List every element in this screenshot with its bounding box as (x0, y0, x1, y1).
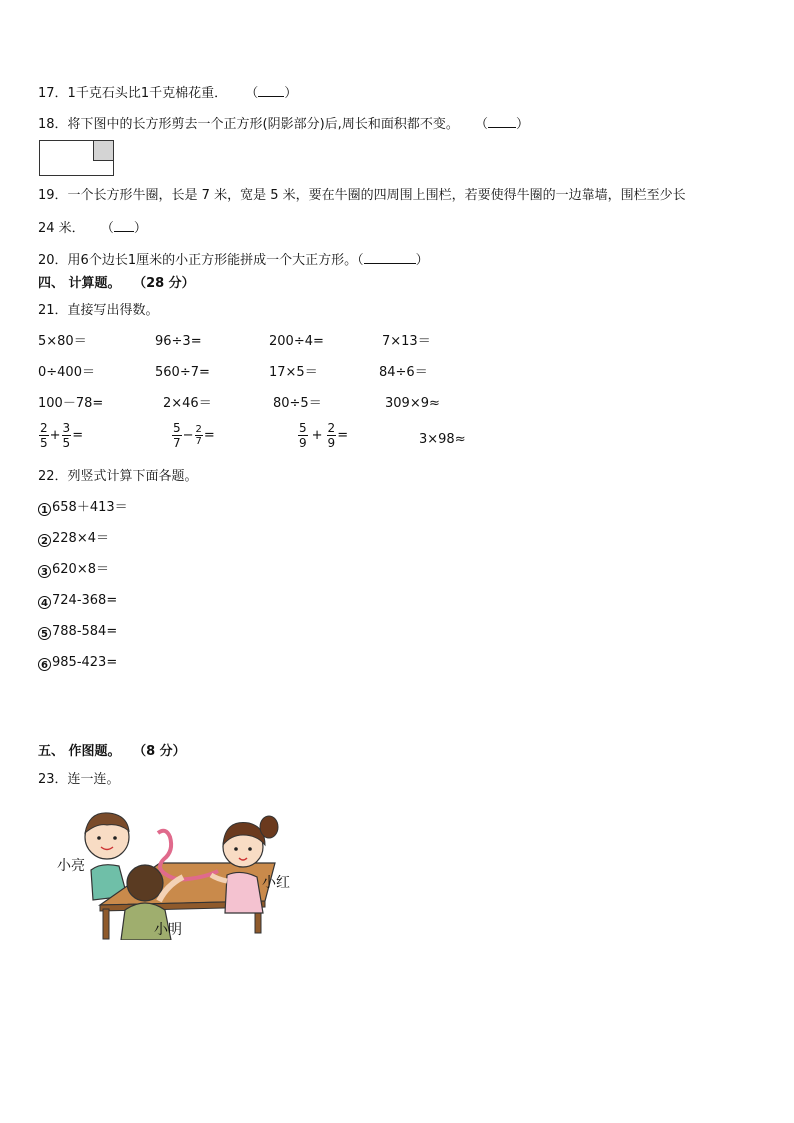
calc-item: 7×13＝ (382, 334, 431, 349)
question-22-title: 22．列竖式计算下面各题。 (38, 469, 198, 484)
fraction: $\frac{2}{5}$ (40, 421, 48, 450)
question-21-title: 21．直接写出得数。 (38, 303, 159, 318)
calc-item: 200÷4= (269, 334, 324, 349)
question-23-title: 23．连一连。 (38, 772, 120, 787)
circled-number: 5 (38, 627, 51, 640)
vertical-calc-item: 4 724-368= (38, 593, 117, 609)
calc-item: 80÷5＝ (273, 396, 322, 411)
children-table-illustration (55, 805, 295, 940)
calc-item: 5×80＝ (38, 334, 87, 349)
calc-item: 2×46＝ (163, 396, 212, 411)
vertical-calc-item: 1 658＋413＝ (38, 500, 128, 516)
calc-item: 309×9≈ (385, 396, 440, 411)
fraction: $\frac{2}{7}$ (195, 424, 202, 447)
calc-item: 17×5＝ (269, 365, 318, 380)
vertical-calc-item: 2 228×4＝ (38, 531, 109, 547)
vertical-calc-item: 5 788-584= (38, 624, 117, 640)
answer-blank-20[interactable] (364, 251, 416, 264)
section-5-heading: 五、 作图题。 （8 分） (38, 744, 186, 759)
name-label-xiaohong: 小红 (262, 875, 290, 891)
question-17: 17．1千克石头比1千克棉花重． （ ） (38, 86, 298, 101)
name-label-xiaoming: 小明 (154, 922, 182, 938)
circled-number: 2 (38, 534, 51, 547)
vertical-calc-item: 3 620×8＝ (38, 562, 109, 578)
question-18-text: 18．将下图中的长方形剪去一个正方形(阴影部分)后,周长和面积都不变。 (38, 117, 459, 132)
fraction-item-2: $\frac{5}{7}$ − $\frac{2}{7}$ = (173, 421, 215, 450)
section-4-heading: 四、 计算题。 （28 分） (38, 276, 195, 291)
fraction: $\frac{5}{9}$ (299, 421, 307, 450)
circled-number: 6 (38, 658, 51, 671)
question-18: 18．将下图中的长方形剪去一个正方形(阴影部分)后,周长和面积都不变。 （ ） (38, 117, 529, 132)
calc-item: 100－78= (38, 396, 104, 411)
question-20: 20．用6个边长1厘米的小正方形能拼成一个大正方形。（ ） (38, 253, 429, 268)
boy-xiaoliang-figure (85, 813, 129, 900)
calc-item: 0÷400＝ (38, 365, 95, 380)
calc-item: 96÷3= (155, 334, 202, 349)
calc-item: 84÷6＝ (379, 365, 428, 380)
question-19-line2: 24 米． （ ） (38, 221, 147, 236)
fraction: $\frac{5}{7}$ (173, 421, 181, 450)
circled-number: 1 (38, 503, 51, 516)
question-19-line1: 19．一个长方形牛圈，长是 7 米，宽是 5 米，要在牛圈的四周围上围栏，若要使得牛圈的一边靠墙，围栏至少长 (38, 188, 686, 203)
fraction: $\frac{2}{9}$ (327, 421, 336, 450)
vertical-calc-item: 6 985-423= (38, 655, 117, 671)
answer-blank-19[interactable] (114, 219, 134, 232)
circled-number: 4 (38, 596, 51, 609)
calc-item: 560÷7= (155, 365, 210, 380)
name-label-xiaoliang: 小亮 (57, 858, 85, 874)
answer-blank-17[interactable] (258, 84, 284, 97)
fraction-item-1: $\frac{2}{5}$ + $\frac{3}{5}$ = (40, 421, 84, 450)
question-17-text: 17．1千克石头比1千克棉花重． (38, 86, 228, 101)
rectangle-figure (39, 140, 114, 176)
shaded-square (93, 141, 113, 161)
answer-blank-18[interactable] (488, 115, 516, 128)
question-20-text: 20．用6个边长1厘米的小正方形能拼成一个大正方形。 (38, 253, 358, 268)
fraction: $\frac{3}{5}$ (62, 421, 71, 450)
circled-number: 3 (38, 565, 51, 578)
fraction-item-3: $\frac{5}{9}$ + $\frac{2}{9}$ = (299, 421, 349, 450)
calc-item: 3×98≈ (419, 432, 466, 447)
